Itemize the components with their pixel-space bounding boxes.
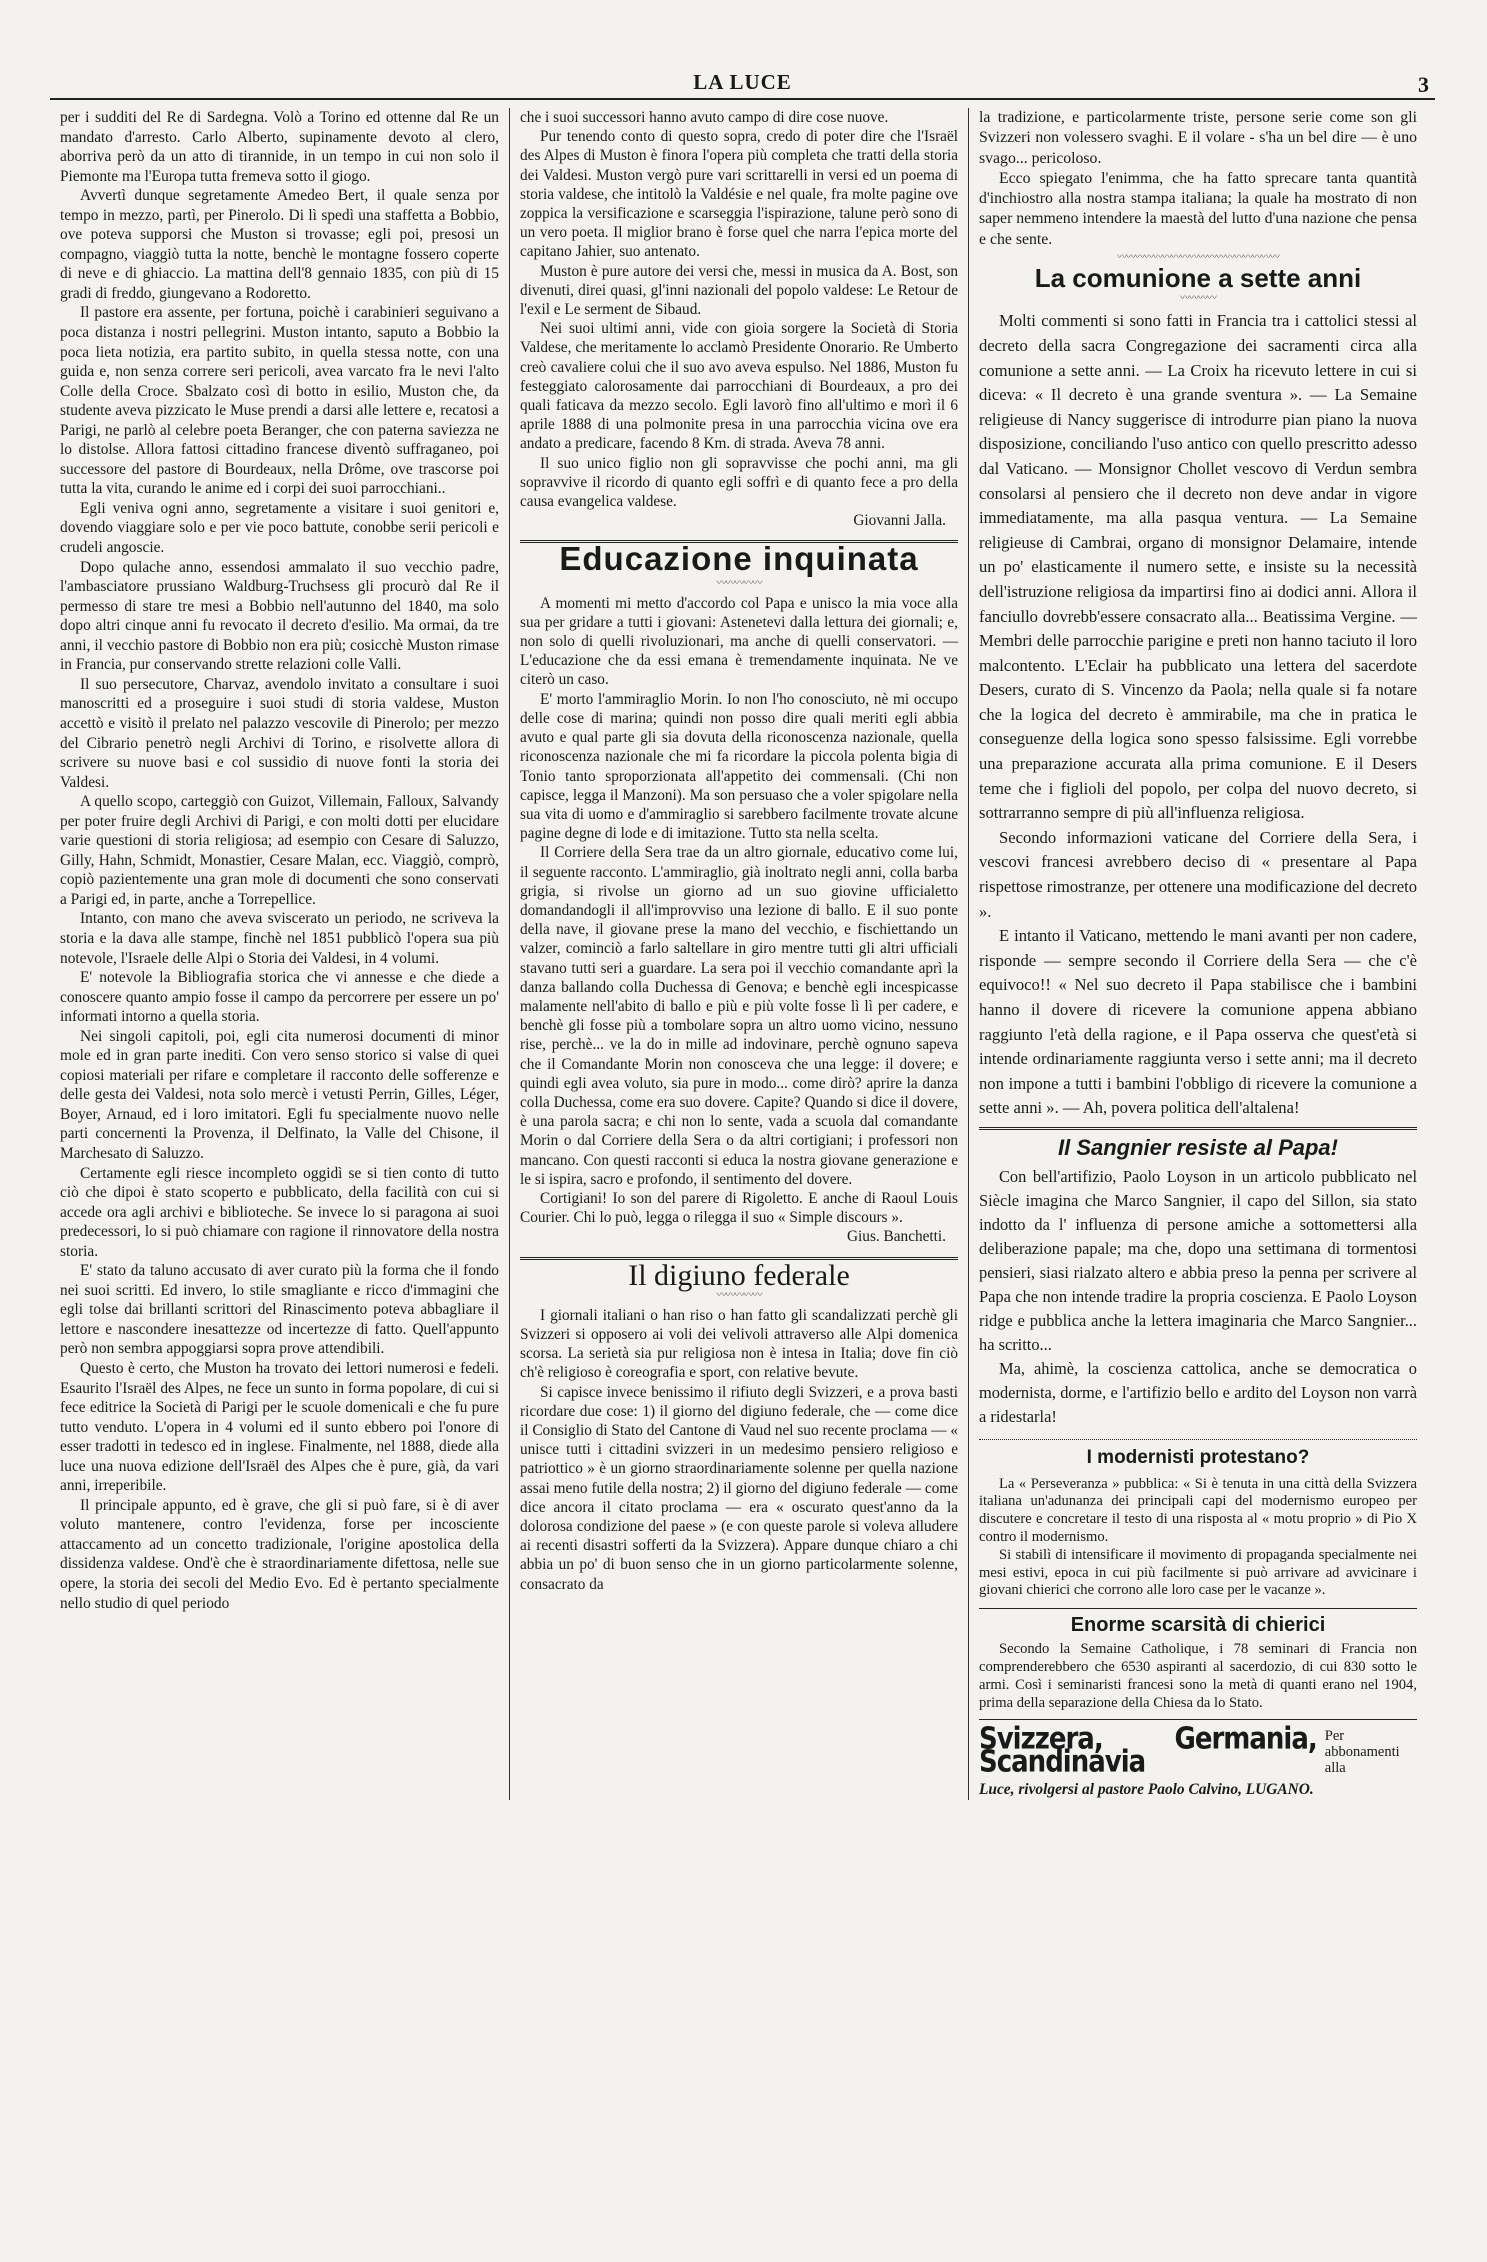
- headline-box: [979, 263, 1417, 294]
- paragraph: Egli veniva ogni anno, segretamente a visitare i suoi genitori e, dovendo viaggiare solo e per vie poco battute, conobbe serii pericoli e crudeli angoscie.: [60, 499, 499, 557]
- paragraph: Certamente egli riesce incompleto oggidì se si tien conto di tutto ciò che dipoi è stato scoperto e pubblicato, della facilità con cui si accede ora agli archivi e biblioteche. Se invece lo si paragona ai suoi predecessori, lo si può chiamare con ragione il rinnovatore della nostra storia.: [60, 1164, 499, 1260]
- page-number: 3: [1418, 72, 1429, 97]
- running-head: [50, 64, 1435, 98]
- paragraph: Avvertì dunque segretamente Amedeo Bert, il quale senza por tempo in mezzo, partì, per Pinerolo. Di lì spedì una staffetta a Bobbio, ove poteva supporsi che Muston si trovasse; egli poi, presosi un compagno, viaggiò tutta la notte, benchè le montagne fossero coperte di neve e di ghiaccio. La mattina dell'8 gennaio 1835, con più di 15 gradi di freddo, giungevano a Rodoretto.: [60, 187, 499, 302]
- column-1: [50, 108, 509, 1800]
- author-signature: Gius. Banchetti.: [847, 1228, 946, 1246]
- modernisti-body: [979, 1476, 1417, 1601]
- section-divider: [979, 1719, 1417, 1720]
- wavy-ornament: 〰〰〰〰〰〰〰〰〰〰〰〰〰〰〰〰〰〰: [1117, 252, 1279, 264]
- paragraph: Con bell'artifizio, Paolo Loyson in un articolo pubblicato nel Siècle imagina che Marco Sangnier, il capo del Sillon, sia stato indotto da l' influenza di persone amiche a sottomettersi alla deliberazione papale; ma che, dopo una settimana di tormentosi pensieri, siasi rialzato altero e abbia preso la penna per scrivere al Papa che non intende tradire la propria coscienza. E Paolo Loyson ridge e pubblica anche la lettera imaginaria che Marco Sangnier... ha scritto...: [979, 1167, 1417, 1355]
- paragraph: Nei suoi ultimi anni, vide con gioia sorgere la Società di Storia Valdese, che meritamente lo acclamò Presidente Onorario. Re Umberto creò cavaliere colui che il suo avo aveva espulso. Nel 1886, Muston fu festeggiato calorosamente dai parrocchiani di Bourdeaux, a pro dei quali faticava da mezzo secolo. Egli lavorò fino all'ultimo e morì il 6 aprile 1888 di una polmonite presa in una parrocchia vicina ove era andato a predicare, facendo 8 Km. di strada. Aveva 78 anni.: [520, 320, 958, 453]
- header-rule: [50, 98, 1435, 100]
- wavy-ornament: 〰〰〰〰〰: [716, 577, 762, 589]
- section-divider: [979, 1127, 1417, 1130]
- chierici-body: [979, 1641, 1417, 1712]
- paragraph: Il principale appunto, ed è grave, che gli si può fare, si è di aver voluto mantenere, contro l'evidenza, forse per incosciente attaccamento ad un concetto tradizionale, l'origine apostolica della dissidenza valdese. Ond'è che è straordinariamente difettosa, nelle sue opere, la storia dei secoli del Medio Evo. Ed è pertanto specialmente nello studio di quel periodo: [60, 1496, 499, 1612]
- headline-sangnier: Il Sangnier resiste al Papa!: [1057, 1134, 1338, 1160]
- sangnier-body: [979, 1165, 1417, 1429]
- paragraph: E' morto l'ammiraglio Morin. Io non l'ho conosciuto, nè mi occupo delle cose di marina; quindi non posso dire quali meriti egli abbia avuto e qual parte gli sia dovuta della riconoscenza nazionale, quella riconoscenza nazionale che mi fa ricordare la piccola polenta bigia di Tonio tanto sproporzionata all'appetito dei commensali. (Chi non capisce, legga il Manzoni). Ma son persuaso che a voler spigolare nella sua vita di uomo e d'ammiraglio si sarebbero facilmente trovate alcune pagine degne di lode e di imitazione. Tutto sta nella scelta.: [520, 690, 958, 843]
- paragraph: la tradizione, e particolarmente triste, persone serie come son gli Svizzeri non volessero svaghi. E il volare - s'ha un bel dire — è uno svago... pericoloso.: [979, 109, 1417, 167]
- comunione-body: [979, 309, 1417, 1121]
- ad-tail: Luce, rivolgersi al pastore Paolo Calvino, LUGANO.: [979, 1780, 1314, 1798]
- paragraph: Muston è pure autore dei versi che, messi in musica da A. Bost, son divenuti, direi quasi, gl'inni nazionali del popolo valdese: Le Retour de l'exil e Le serment de Sibaud.: [520, 262, 958, 319]
- author-signature: Giovanni Jalla.: [853, 512, 946, 530]
- section-divider: [979, 1439, 1417, 1440]
- columns: [50, 108, 1435, 1800]
- paragraph: A momenti mi metto d'accordo col Papa e unisco la mia voce alla sua per gridare a tutti i giovani: Astenetevi dalla lettura dei giornali; e, non solo di quelli rivoluzionari, ma anche di quelli conservatori. — L'educazione che da essi emana è tremendamente inquinata. Ne ve citerò un caso.: [520, 594, 958, 689]
- paragraph: per i sudditi del Re di Sardegna. Volò a Torino ed ottenne dal Re un mandato d'arresto. Carlo Alberto, supinamente devoto al clero, aborriva però da un atto di tirannide, in un tempo in cui non solo il Piemonte ma l'Europa tutta fremeva sotto il giogo.: [60, 109, 499, 185]
- paragraph: E' stato da taluno accusato di aver curato più la forma che il fondo nei suoi scritti. Ed invero, lo stile smagliante e ricco d'immagini che egli tolse dai brillanti scrittori del Rinascimento poteva abbagliare il lettore e nascondere inesattezze od incertezze di fatto. Quell'appunto però non sembra appoggiarsi sopra prove attendibili.: [60, 1262, 499, 1358]
- ad-side-text: Per abbonamenti alla: [1324, 1727, 1400, 1776]
- paragraph: Il pastore era assente, per fortuna, poichè i carabinieri seguivano a poca distanza i nostri pellegrini. Muston intanto, saputo a Bobbio la poca lieta notizia, era partito subito, in quella stessa notte, con una guida e, non senza correre seri pericoli, avea varcato fra le nevi l'alto Colle della Croce. Sbalzato così di botto in esilio, Muston che, da studente aveva pizzicato le Muse prendi a darsi alle lettere e, recatosi a Parigi, ne parlò al celebre poeta Beranger, che con paterna saviezza ne lo distolse. Allora fattosi cittadino francese diventò suffraganeo, poi successore del pastore di Bourdeaux, nella Drôme, ove trascorse poi tutta la vita, curando le anime ed i corpi dei suoi parrocchiani..: [60, 304, 499, 498]
- paragraph: Intanto, con mano che aveva sviscerato un periodo, ne scriveva la storia e la dava alle stampe, finchè nel 1851 pubblicò l'opera sua più notevole, l'Israele delle Alpi o Storia dei Valdesi, in 4 volumi.: [60, 910, 499, 967]
- paragraph: Il suo persecutore, Charvaz, avendolo invitato a consultare i suoi manoscritti ed a proseguire i suoi studi di storia valdese, Muston accettò e visitò il prelato nel palazzo vescovile di Pinerolo; per mezzo del Cibrario penetrò negli Archivi di Torino, e risolvette allora di scrivere su nuove basi e col sussidio di nuove fonti la storia dei Valdesi.: [60, 675, 499, 791]
- wavy-ornament: 〰〰〰〰: [1180, 293, 1216, 305]
- paragraph: Si stabilì di intensificare il movimento di propaganda specialmente nei mesi estivi, epoca in cui più facilmente si può arrivare ad avvicinare i giovani chierici che corrono alle loro case per le vacanze ».: [979, 1546, 1417, 1599]
- headline-box: [979, 1448, 1417, 1469]
- section-divider: [979, 1608, 1417, 1609]
- wavy-ornament: 〰〰〰〰〰: [716, 1289, 762, 1301]
- paragraph: Questo è certo, che Muston ha trovato dei lettori numerosi e fedeli. Esaurito l'Israël des Alpes, ne fece un sunto in forma popolare, di cui si fece editrice la Società di Parigi per le scuole domenicali e che fu pure tutto venduto. L'opera in 4 volumi ed il sunto ebbero poi l'onore di esser tradotti in tedesco ed in inglese. Finalmente, nel 1888, diede alla luce una nuova edizione dell'Israël des Alpes che è pure, già, da vari anni, irreperibile.: [60, 1360, 499, 1495]
- paragraph: I giornali italiani o han riso o han fatto gli scandalizzati perchè gli Svizzeri si opposero ai voli dei velivoli attraverso alle Alpi domenica scorsa. La serietà sia pur religiosa non è intesa in Italia; dove fin ciò ch'è religioso è coreografia e sport, con relative bevute.: [520, 1306, 958, 1382]
- headline-digiuno: Il digiuno federale: [628, 1258, 850, 1292]
- paragraph: Secondo informazioni vaticane del Corriere della Sera, i vescovi francesi avrebbero deciso di « presentare al Papa rispettose rimostranze, per ottenere una modificazione del decreto ».: [979, 827, 1417, 921]
- paragraph: Il Corriere della Sera trae da un altro giornale, educativo come lui, il seguente racconto. L'ammiraglio, già inoltrato negli anni, colla barba grigia, si rivolse un giorno ad un suo giovine ufficialetto domandandogli il all'improvviso una lezione di ballo. E il suo ponte della nave, il giovane prese la mano del vecchio, e fischiettando un valzer, cominciò a farlo saltellare in giro mentre tutti gli altri ufficiali stavano tutti seri a guardare. La sera poi il vecchio comandante aprì la danza ballando colla Duchessa di Genova; e benchè egli incespicasse malamente nell'abito di ballo e più e più volte fosse lì lì per cadere, e benchè gli fosse più a tombolare sopra un altro uomo vicino, nessuno rise, perchè... ve la do in mille ad indovinare, perchè ognuno sapeva che il Comandante Morin non conosceva che una legge: il dovere; e quindi egli avea voluto, sia pure in modo... come dirò? aprire la danza colla Duchessa, come era suo dovere. Capite? Quando si dice il dovere, è una parola sacra; e chi non lo sente, vada a scuola dal comandante Morin o dal Corriere della Sera o da altri cortigiani; i professori non mancano. Con questi racconti si educa la nostra giovane generazione e le si ispira, sacro e profondo, il sentimento del dovere.: [520, 844, 958, 1188]
- paragraph: Ma, ahimè, la coscienza cattolica, anche se democratica o modernista, dorme, e l'artifizio bello e ardito del Loyson non varrà a ridestarla!: [979, 1359, 1417, 1427]
- headline-modernisti: I modernisti protestano?: [1086, 1447, 1310, 1469]
- column-3: [968, 108, 1427, 1800]
- paragraph: Pur tenendo conto di questo sopra, credo di poter dire che l'Israël des Alpes di Muston è finora l'opera più completa che tratti della storia dei Valdesi. Muston vergò pure vari scrittarelli in versi ed un poema di storia valdese, che intitolò la Valdésie e nel quale, fra molte pagine ove zoppica la versificazione e scarseggia l'ispirazione, talune però sono di un vero poeta. Il miglior brano è forse quel che narra l'epica morte del capitano Jahier, suo antenato.: [520, 128, 958, 261]
- paragraph: Nei singoli capitoli, poi, egli cita numerosi documenti di minor mole ed in gran parte inediti. Con vero senso storico si valse di quei copiosi materiali per rifare e completare il racconto delle sofferenze e delle gesta dei Valdesi, nota solo mercè i vetusti Perrin, Gilles, Léger, Boyer, Arnaud, ed i loro imitatori. Egli fu specialmente nuovo nelle parti concernenti la Provenza, il Delfinato, la Valle del Chisone, il Marchesato di Saluzzo.: [60, 1027, 499, 1162]
- headline-box: [979, 1134, 1417, 1161]
- subscription-ad: [979, 1722, 1417, 1781]
- newspaper-title: LA LUCE: [693, 70, 792, 94]
- paragraph: Si capisce invece benissimo il rifiuto degli Svizzeri, e a prova basti ricordare due cose: 1) il giorno del digiuno federale, che — come dice il Consiglio di Stato del Cantone di Vaud nel suo recente proclama — « unisce tutti i cittadini svizzeri in un medesimo pensiero religioso e patriottico » è un giorno straordinariamente solenne per quella nazione assai meno futile della nostra; 2) il giorno del digiuno federale — come dice ancora il citato proclama — era « oscurato quest'anno da la dolorosa condizione del paese » (e con queste parole si voleva alludere ai recenti disastri sofferti da la Svizzera). Appare dunque chiaro a chi abbia un po' di buon senso che in un giorno particolarmente solenne, consacrato da: [520, 1383, 958, 1593]
- paragraph: E' notevole la Bibliografia storica che vi annesse e che diede a conoscere quanto ampio fosse il campo da percorrere per essere un po' informati intorno a quella storia.: [60, 969, 499, 1026]
- headline-chierici: Enorme scarsità di chierici: [1070, 1614, 1326, 1637]
- paragraph: A quello scopo, carteggiò con Guizot, Villemain, Falloux, Salvandy per poter fruire degli Archivi di Parigi, e con molti dotti per elucidare varie questioni di storia religiosa; ad esempio con Cesare di Saluzzo, Gilly, Hahn, Schmidt, Monastier, Cesare Malan, ecc. Viaggiò, comprò, copiò pazientemente una gran mole di documenti che sono conservati a Parigi ed, in parte, anche a Torrepellice.: [60, 793, 499, 908]
- paragraph: Dopo qulache anno, essendosi ammalato il suo vecchio padre, l'ambasciatore prussiano Waldburg-Truchsess gli procurò dal Re il permesso di stare tre mesi a Bobbio nell'autunno del 1840, ma solo dopo altri cinque anni fu revocato il decreto d'esilio. Ma ormai, da tre anni, il vecchio pastore di Bobbio non era più; cosicchè Muston rimase in Francia, pur conservando strette relazioni colle Valli.: [60, 558, 499, 674]
- paragraph: Cortigiani! Io son del parere di Rigoletto. E anche di Raoul Louis Courier. Chi lo può, legga o rilegga il suo « Simple discours ».: [520, 1189, 958, 1227]
- column-2: [509, 108, 968, 1800]
- paragraph: La « Perseveranza » pubblica: « Si è tenuta in una città della Svizzera italiana un'adunanza dei principali capi del modernismo europeo per discutere e concretare il testo di una risposta al « motu proprio » di Pio X contro il modernismo.: [979, 1475, 1417, 1545]
- headline-box: [979, 1615, 1417, 1637]
- paragraph: Molti commenti si sono fatti in Francia tra i cattolici stessi al decreto della sacra Congregazione dei sacramenti circa alla comunione a sette anni. — La Croix ha ricevuto lettere in cui si diceva: « Il decreto è una grande sventura ». — La Semaine religieuse di Nancy suggerisce di introdurre pian piano la nuova disposizione, conciliando l'uso antico con quello prescritto adesso dal Vaticano. — Monsignor Chollet vescovo di Verdun sembra consolarsi al pensiero che il decreto non deve andar in vigore immediatamente, ma alla pasqua ventura. — La Semaine religieuse di Cambrai, organo di monsignor Delamaire, intende un po' elasticamente il numero sette, e insiste su la necessità dell'istruzione religiosa da impartirsi fino ai dodici anni. Allora il fanciullo dovrebb'essere consacrato alla... Beatissima Vergine. — Membri delle parrocchie parigine e preti non hanno taciuto il loro malcontento. L'Eclair ha pubblicato una lettera del sacerdote Desers, curato di S. Vincenzo da Paola; nella quale si fa notare che la logica del decreto è ammirabile, ma che in pratica le conseguenze della logica sono spesso falsissime. Egli vorrebbe una preparazione accurata alla prima comunione. E il Desers teme che i figlioli del popolo, per colpa del nuovo decreto, si sottrarranno sempre di più all'influenza religiosa.: [979, 311, 1417, 823]
- headline-comunione: La comunione a sette anni: [1034, 263, 1362, 294]
- headline-educazione: Educazione inquinata: [559, 540, 919, 578]
- headline-box: [520, 540, 958, 578]
- paragraph: E intanto il Vaticano, mettendo le mani avanti per non cadere, risponde — sempre secondo il Corriere della Sera — che c'è equivoco!! « Nel suo decreto il Papa stabilisce che i bambini hanno il dovere di ricevere la comunione appena abbiano raggiunto l'età della ragione, e il Papa osserva che quest'età si intende ordinariamente raggiunta verso i sette anni; ma il decreto non impone a tutti i bambini l'obbligo di ricevere la comunione a sette anni ». — Ah, povera politica dell'altalena!: [979, 926, 1417, 1118]
- headline-box: [520, 1258, 958, 1292]
- paragraph: Ecco spiegato l'enimma, che ha fatto sprecare tanta quantità d'inchiostro alla nostra stampa italiana; la quale ha mostrato di non saper nemmeno intendere la maestà del lutto d'una nazione che pensa e che sente.: [979, 169, 1417, 248]
- ad-countries: Svizzera, Germania, Scandinavia: [979, 1722, 1317, 1781]
- paragraph: che i suoi successori hanno avuto campo di dire cose nuove.: [520, 109, 889, 126]
- paragraph: Il suo unico figlio non gli sopravvisse che pochi anni, ma gli sopravvive il ricordo di quanto egli soffrì e di quanto fece a pro della causa evangelica valdese.: [520, 454, 958, 511]
- paragraph: Secondo la Semaine Catholique, i 78 seminari di Francia non comprenderebbero che 6530 aspiranti al sacerdozio, di cui 830 sotto le armi. Così i seminaristi francesi sono la metà di quanti erano nel 1904, prima della separazione della Chiesa da lo Stato.: [979, 1641, 1417, 1711]
